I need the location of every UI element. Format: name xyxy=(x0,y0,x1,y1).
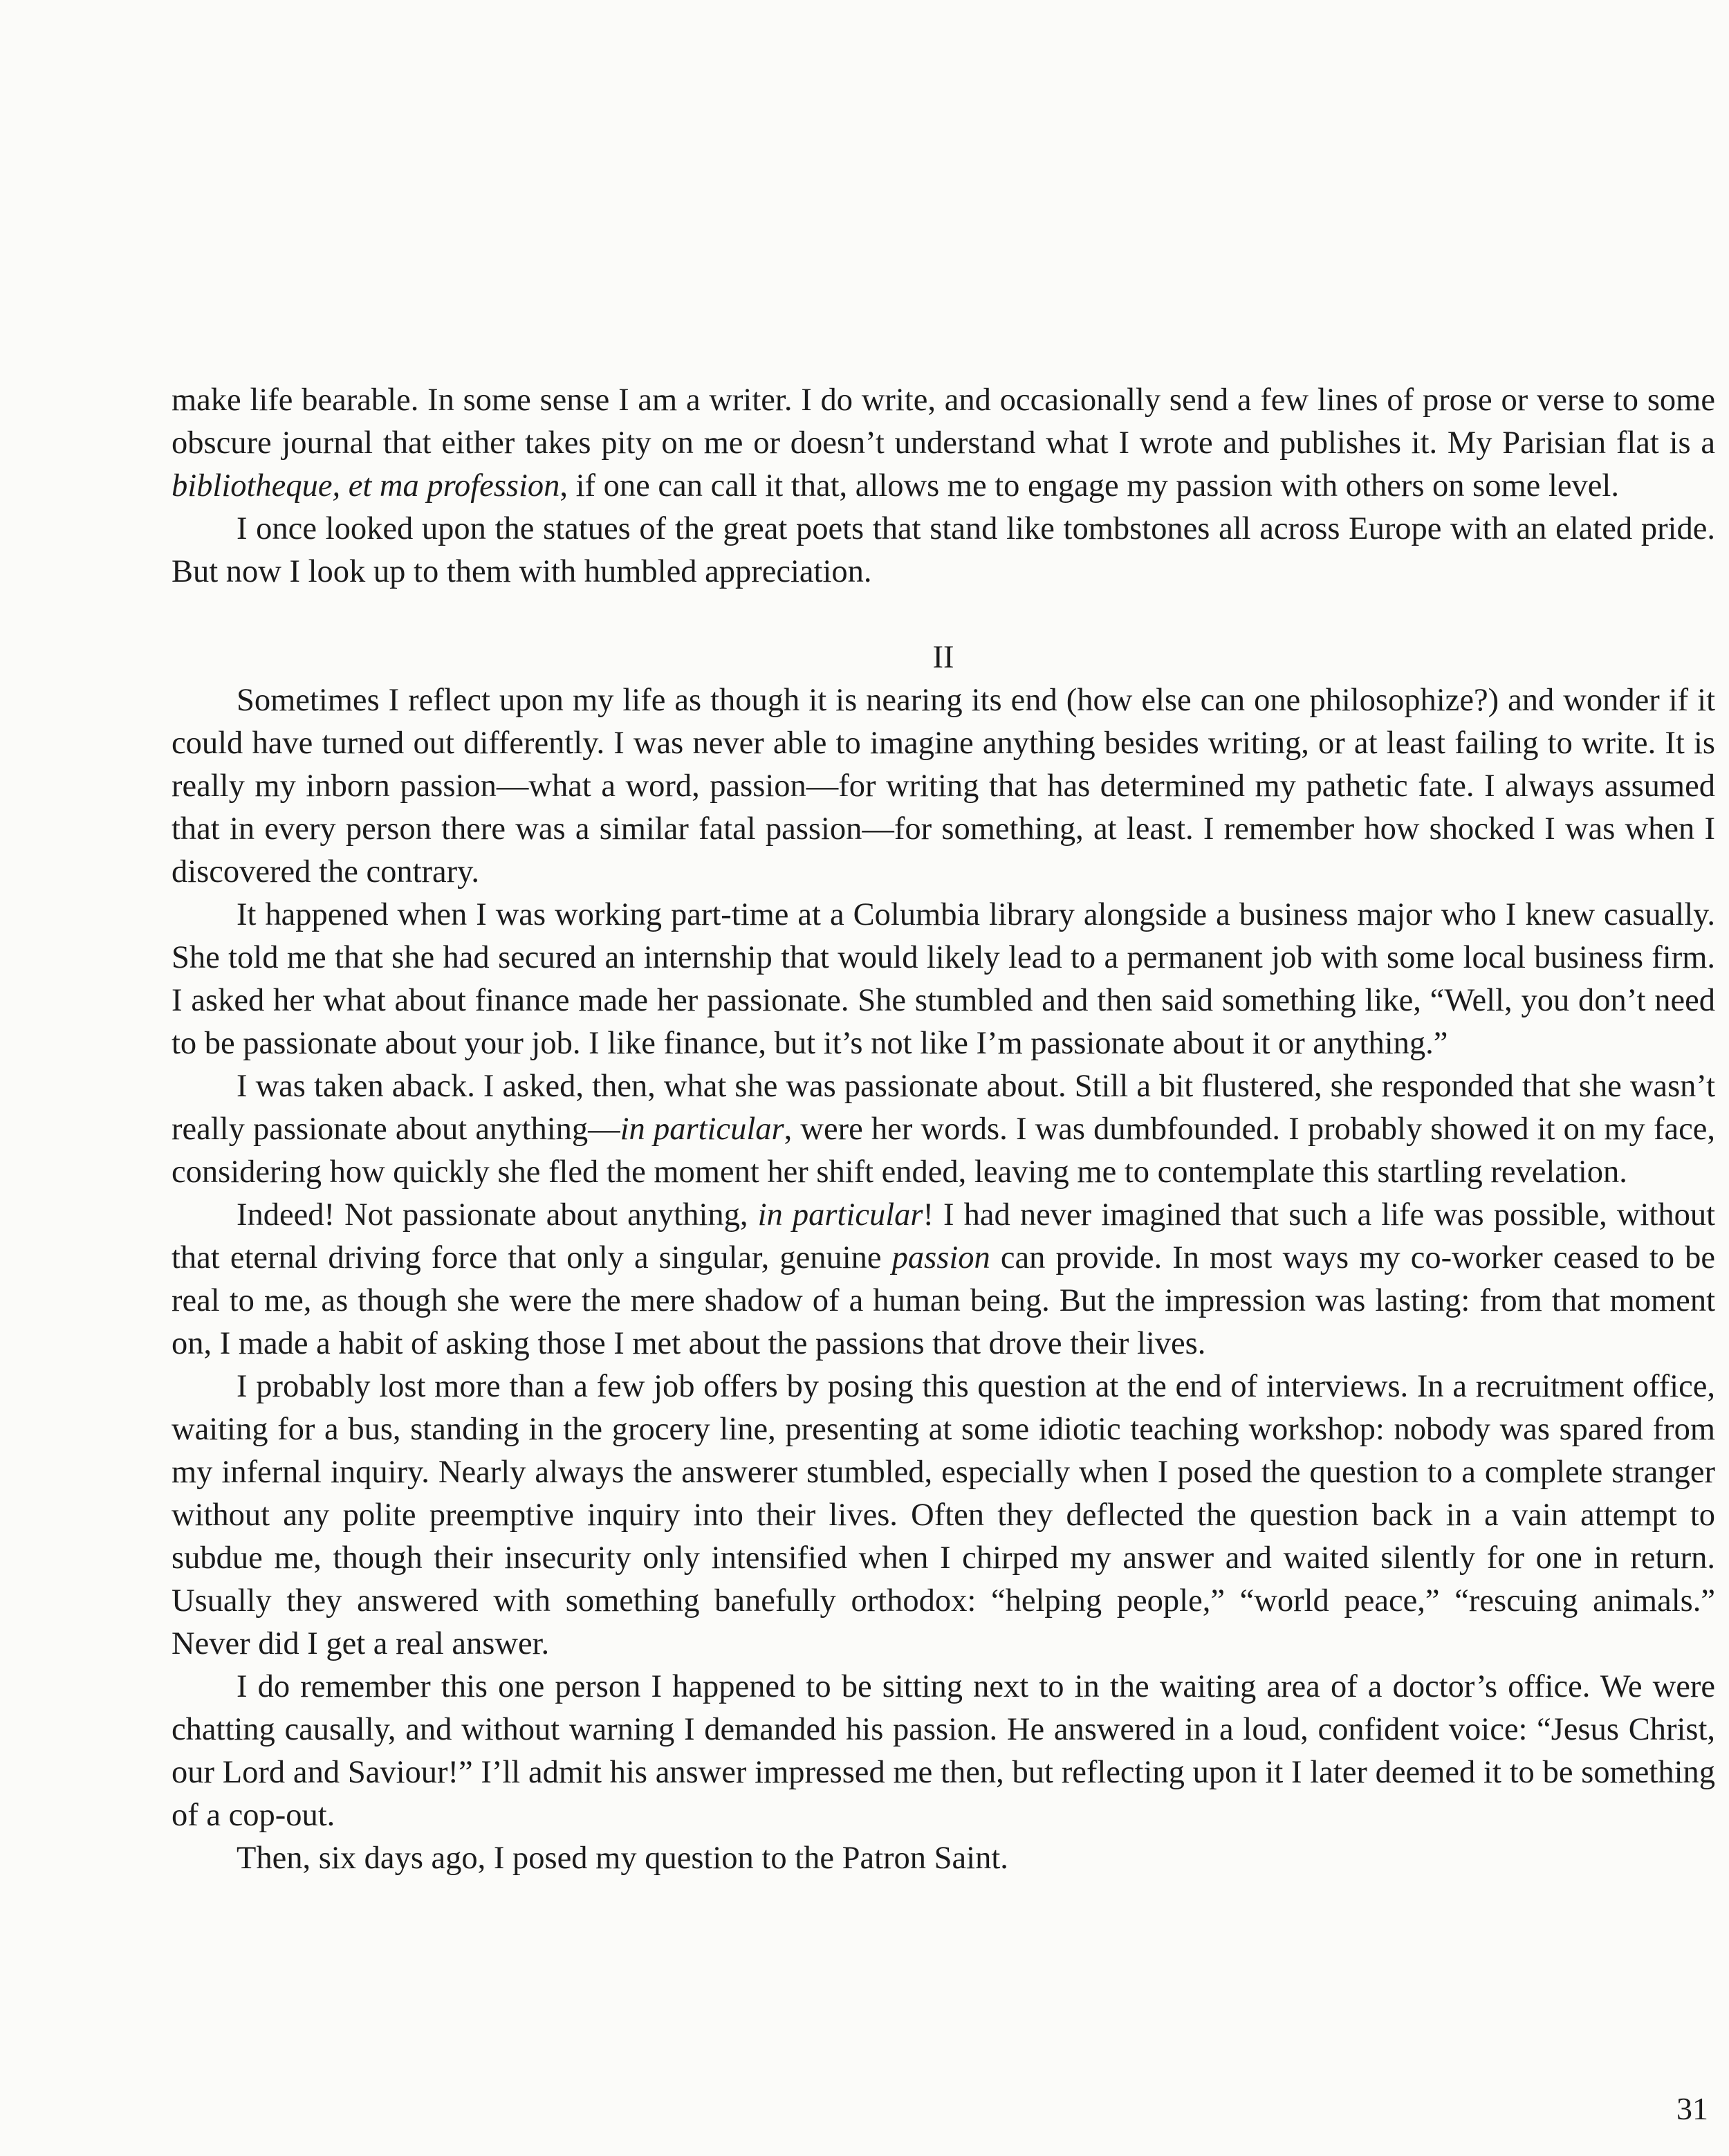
paragraph: Indeed! Not passionate about anything, in particular! I had never imagined that such a life was possible, without that eternal driving force that only a singular, genuine passion can provide. In most ways my co-worker ceased to be real to me, as though she were the mere shadow of a human being. But the impression was lasting: from that moment on, I made a habit of asking those I met about the passions that drove their lives. xyxy=(172,1197,1716,1361)
italic-phrase: in particular xyxy=(757,1197,923,1233)
paragraph: I do remember this one person I happened to be sitting next to in the waiting area of a doctor’s office. We were chatting causally, and without warning I demanded his passion. He answered in a loud, confident voice: “Jesus Christ, our Lord and Saviour!” I’ll admit his answer impressed me then, but reflecting upon it I later deemed it to be something of a cop-out. xyxy=(172,1669,1715,1833)
paragraph: I probably lost more than a few job offers by posing this question at the end of interviews. In a recruitment office, waiting for a bus, standing in the grocery line, presenting at some idiotic teaching workshop: nobody was spared from my infernal inquiry. Nearly always the answerer stumbled, especially when I posed the question to a complete stranger without any polite preemptive inquiry into their lives. Often they deflected the question back in a vain attempt to subdue me, though their insecurity only intensified when I chirped my answer and waited silently for one in return. Usually they answered with something banefully orthodox: “helping people,” “world peace,” “rescuing animals.” Never did I get a real answer. xyxy=(172,1369,1715,1661)
italic-phrase: passion xyxy=(891,1240,990,1275)
paragraph: Then, six days ago, I posed my question to the Patron Saint. xyxy=(237,1841,1008,1876)
page-number: 31 xyxy=(1676,2091,1708,2126)
paragraph: I was taken aback. I asked, then, what she was passionate about. Still a bit flustered, she responded that she wasn’t really passionate about anything—in particular, were her words. I was dumbfounded. I probably showed it on my face, considering how quickly she fled the moment her shift ended, leaving me to contemplate this startling revelation. xyxy=(172,1069,1715,1190)
body-text xyxy=(172,379,1715,1880)
paragraph: make life bearable. In some sense I am a writer. I do write, and occasionally send a few lines of prose or verse to some obscure journal that either takes pity on me or doesn’t understand what I wrote and publishes it. My Parisian flat is a bibliotheque, et ma profession, if one can call it that, allows me to engage my passion with others on some level. xyxy=(172,383,1715,504)
paragraph: Sometimes I reflect upon my life as though it is nearing its end (how else can one philosophize?) and wonder if it could have turned out differently. I was never able to imagine anything besides writing, or at least failing to write. It is really my inborn passion—what a word, passion—for writing that has determined my pathetic fate. I always assumed that in every person there was a similar fatal passion—for something, at least. I remember how shocked I was when I discovered the contrary. xyxy=(172,683,1715,890)
paragraph: It happened when I was working part-time at a Columbia library alongside a business major who I knew casually. She told me that she had secured an internship that would likely lead to a permanent job with some local business firm. I asked her what about finance made her passionate. She stumbled and then said something like, “Well, you don’t need to be passionate about your job. I like finance, but it’s not like I’m passionate about it or anything.” xyxy=(172,897,1715,1061)
paragraph: I once looked upon the statues of the great poets that stand like tombstones all across Europe with an elated pride. But now I look up to them with humbled appreciation. xyxy=(172,511,1715,589)
italic-phrase: bibliotheque, et ma profession xyxy=(172,468,560,504)
italic-phrase: in particular xyxy=(620,1112,784,1147)
section-numeral: II xyxy=(932,640,954,675)
